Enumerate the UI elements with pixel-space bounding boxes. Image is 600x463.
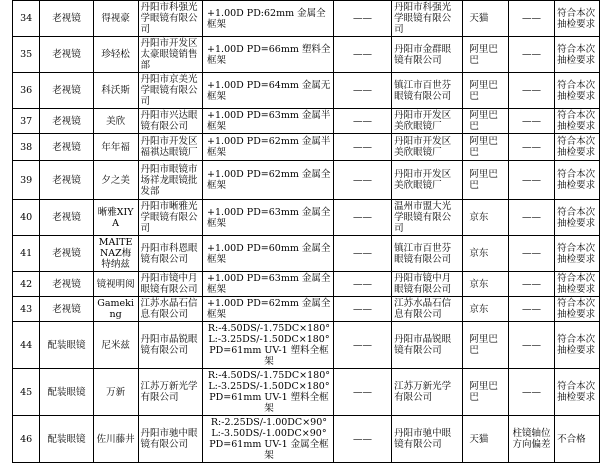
row-number-cell: 43 [13,297,40,322]
failed-item-cell: —— [508,369,554,416]
result-cell: 符合本次抽检要求 [555,37,600,73]
producer-cell: 丹阳市开发区福祺达眼镜厂 [138,134,203,161]
category-cell: 老视镜 [40,161,93,200]
brand-cell: 年年福 [93,134,138,161]
shop-cell: 丹阳市开发区美欣眼镜厂 [392,109,463,134]
result-cell: 符合本次抽检要求 [555,161,600,200]
category-cell: 配装眼镜 [40,369,93,416]
shop-cell: 丹阳市科强光学眼镜有限公司 [392,1,463,37]
shop-cell: 江苏万新光学有限公司 [392,369,463,416]
platform-cell: 京东 [463,297,508,322]
table-row [13,73,600,109]
producer-cell: 丹阳市驰中眼镜有限公司 [138,416,203,463]
brand-cell: 佐川藤井 [93,416,138,463]
result-cell: 符合本次抽检要求 [555,109,600,134]
row-number-cell: 36 [13,73,40,109]
row-number-cell: 42 [13,272,40,297]
category-cell: 老视镜 [40,37,93,73]
platform-cell: 阿里巴巴 [463,322,508,369]
spec-cell: R:-2.25DS/-1.00DC×90° L:-3.50DS/-1.00DC×90° PD=61mm UV-1 金属全框架 [203,416,334,463]
seller-cell: —— [333,200,391,236]
spec-cell: +1.00D PD=62mm 金属全框架 [203,161,334,200]
category-cell: 老视镜 [40,297,93,322]
row-number-cell: 46 [13,416,40,463]
brand-cell: 科沃斯 [93,73,138,109]
platform-cell: 阿里巴巴 [463,161,508,200]
producer-cell: 丹阳市京美光学眼镜有限公司 [138,73,203,109]
row-number-cell: 35 [13,37,40,73]
result-cell: 符合本次抽检要求 [555,236,600,272]
category-cell: 老视镜 [40,200,93,236]
platform-cell: 阿里巴巴 [463,109,508,134]
category-cell: 配装眼镜 [40,416,93,463]
spec-cell: R:-4.50DS/-1.75DC×180°L:-3.25DS/-1.50DC×180°PD=61mm UV-1 塑料全框架 [203,322,334,369]
result-cell: 符合本次抽检要求 [555,200,600,236]
shop-cell: 镇江市百世芬眼镜有限公司 [392,236,463,272]
category-cell: 老视镜 [40,1,93,37]
shop-cell: 温州市盟大光学眼镜有限公司 [392,200,463,236]
producer-cell: 江苏水晶石信息有限公司 [138,297,203,322]
spec-cell: +1.00D PD:62mm 金属全框架 [203,1,334,37]
producer-cell: 丹阳市科强光学眼镜有限公司 [138,1,203,37]
row-number-cell: 45 [13,369,40,416]
category-cell: 老视镜 [40,272,93,297]
brand-cell: Gameking [93,297,138,322]
producer-cell: 丹阳市晰雅光学眼镜有限公司 [138,200,203,236]
producer-cell: 丹阳市晶锐眼镜有限公司 [138,322,203,369]
spec-cell: +1.00D PD=64mm 金属无框架 [203,73,334,109]
result-cell: 符合本次抽检要求 [555,134,600,161]
brand-cell: 夕之美 [93,161,138,200]
result-cell: 符合本次抽检要求 [555,272,600,297]
platform-cell: 京东 [463,236,508,272]
shop-cell: 镇江市百世芬眼镜有限公司 [392,73,463,109]
spec-cell: +1.00D PD=63mm 金属半框架 [203,109,334,134]
result-cell: 符合本次抽检要求 [555,369,600,416]
seller-cell: —— [333,109,391,134]
brand-cell: 美欣 [93,109,138,134]
table-row [13,236,600,272]
failed-item-cell: —— [508,297,554,322]
row-number-cell: 41 [13,236,40,272]
category-cell: 老视镜 [40,109,93,134]
product-inspection-table-wrapper [12,0,600,463]
producer-cell: 丹阳市镜中月眼镜有限公司 [138,272,203,297]
failed-item-cell: —— [508,272,554,297]
producer-cell: 江苏万新光学有限公司 [138,369,203,416]
spec-cell: +1.00D PD=63mm 金属全框架 [203,200,334,236]
producer-cell: 丹阳市眼镜市场祥龙眼镜批发部 [138,161,203,200]
row-number-cell: 40 [13,200,40,236]
table-row [13,200,600,236]
failed-item-cell: 柱镜轴位方向偏差 [508,416,554,463]
spec-cell: +1.00D PD=62mm 金属半框架 [203,134,334,161]
brand-cell: 晰雅XIYA [93,200,138,236]
shop-cell: 丹阳市驰中眼镜有限公司 [392,416,463,463]
failed-item-cell: —— [508,1,554,37]
seller-cell: —— [333,297,391,322]
spec-cell: R:-4.50DS/-1.75DC×180°L:-3.25DS/-1.50DC×180°PD=61mm UV-1 塑料全框架 [203,369,334,416]
result-cell: 符合本次抽检要求 [555,1,600,37]
row-number-cell: 34 [13,1,40,37]
brand-cell: 得视豪 [93,1,138,37]
table-row [13,134,600,161]
category-cell: 老视镜 [40,73,93,109]
row-number-cell: 37 [13,109,40,134]
platform-cell: 阿里巴巴 [463,369,508,416]
category-cell: 老视镜 [40,236,93,272]
shop-cell: 丹阳市开发区美欣眼镜厂 [392,161,463,200]
producer-cell: 丹阳市兴达眼镜有限公司 [138,109,203,134]
brand-cell: 镜视明阅 [93,272,138,297]
brand-cell: 珍轻松 [93,37,138,73]
platform-cell: 天猫 [463,416,508,463]
brand-cell: 尼米兹 [93,322,138,369]
shop-cell: 丹阳市镜中月眼镜有限公司 [392,272,463,297]
failed-item-cell: —— [508,109,554,134]
brand-cell: MAITENAZ梅特纳兹 [93,236,138,272]
spec-cell: +1.00D PD=60mm 金属全框架 [203,236,334,272]
shop-cell: 丹阳市开发区美欣眼镜厂 [392,134,463,161]
failed-item-cell: —— [508,236,554,272]
row-number-cell: 44 [13,322,40,369]
seller-cell: —— [333,73,391,109]
table-row [13,322,600,369]
producer-cell: 丹阳市科恩眼镜有限公司 [138,236,203,272]
seller-cell: —— [333,134,391,161]
product-inspection-table [12,0,600,463]
failed-item-cell: —— [508,73,554,109]
failed-item-cell: —— [508,37,554,73]
producer-cell: 丹阳市开发区太豪眼镜销售部 [138,37,203,73]
table-row [13,109,600,134]
seller-cell: —— [333,272,391,297]
table-row [13,416,600,463]
row-number-cell: 38 [13,134,40,161]
platform-cell: 阿里巴巴 [463,73,508,109]
seller-cell: —— [333,369,391,416]
spec-cell: +1.00D PD=62mm 金属全框架 [203,297,334,322]
spec-cell: +1.00D PD=63mm 金属全框架 [203,272,334,297]
table-row [13,369,600,416]
result-cell: 符合本次抽检要求 [555,297,600,322]
seller-cell: —— [333,322,391,369]
table-body [13,1,600,463]
seller-cell: —— [333,37,391,73]
platform-cell: 阿里巴巴 [463,37,508,73]
failed-item-cell: —— [508,200,554,236]
row-number-cell: 39 [13,161,40,200]
seller-cell: —— [333,236,391,272]
result-cell: 符合本次抽检要求 [555,73,600,109]
table-row [13,37,600,73]
table-row [13,161,600,200]
result-cell: 不合格 [555,416,600,463]
failed-item-cell: —— [508,134,554,161]
seller-cell: —— [333,1,391,37]
shop-cell: 丹阳市金群眼镜有限公司 [392,37,463,73]
failed-item-cell: —— [508,322,554,369]
shop-cell: 江苏水晶石信息有限公司 [392,297,463,322]
failed-item-cell: —— [508,161,554,200]
seller-cell: —— [333,416,391,463]
shop-cell: 丹阳市晶锐眼镜有限公司 [392,322,463,369]
table-row [13,272,600,297]
category-cell: 老视镜 [40,134,93,161]
category-cell: 配装眼镜 [40,322,93,369]
brand-cell: 万新 [93,369,138,416]
platform-cell: 京东 [463,272,508,297]
seller-cell: —— [333,161,391,200]
platform-cell: 天猫 [463,1,508,37]
table-row [13,297,600,322]
table-row [13,1,600,37]
platform-cell: 京东 [463,200,508,236]
result-cell: 符合本次抽检要求 [555,322,600,369]
platform-cell: 阿里巴巴 [463,134,508,161]
spec-cell: +1.00D PD=66mm 塑料全框架 [203,37,334,73]
